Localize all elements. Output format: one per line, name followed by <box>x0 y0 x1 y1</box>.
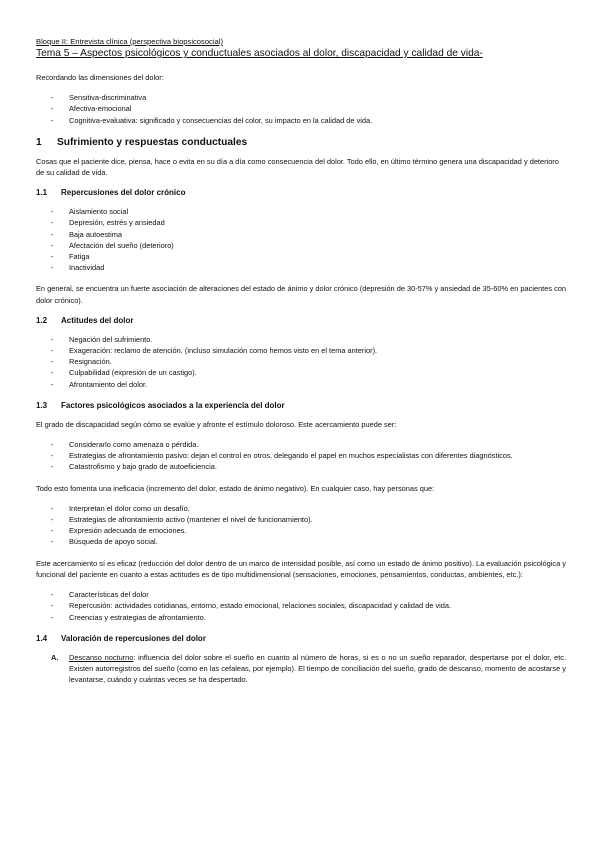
list-item: - Depresión, estrés y ansiedad <box>36 217 566 228</box>
list-item: - Baja autoestima <box>36 229 566 240</box>
list-item: - Creencias y estrategias de afrontamiento. <box>36 612 566 623</box>
intro-text: Recordando las dimensiones del dolor: <box>36 73 164 82</box>
section-number: 1 <box>36 136 42 148</box>
evaluation-list <box>36 589 566 623</box>
list-item: - Sensitiva-discriminativa <box>36 92 566 103</box>
list-item: - Repercusión: actividades cotidianas, entorno, estado emocional, relaciones sociales, discapacidad y calidad de vida. <box>36 600 566 611</box>
attitudes-list <box>36 334 566 390</box>
section-number: 1.2 <box>36 315 48 325</box>
section-1-2-heading <box>36 315 566 327</box>
section-title: Valoración de repercusiones del dolor <box>61 633 206 643</box>
section-1-3-paragraph-2: Todo esto fomenta una ineficacia (incremento del dolor, estado de ánimo negativo). En cualquier caso, hay personas que: <box>36 483 435 493</box>
section-1-1-heading <box>36 187 566 199</box>
section-1-paragraph: Cosas que el paciente dice, piensa, hace o evita en su día a día como consecuencia del dolor. Todo ello, en último término genera una discapacidad y deterioro de su calidad de vida. <box>36 156 559 178</box>
people-list <box>36 503 566 548</box>
section-number: 1.4 <box>36 633 48 643</box>
item-text: : influencia del dolor sobre el sueño en cuanto al número de horas, si es o no un sueño reparador, despertarse por el dolor, etc. Existen autorregistros del sueño (como en las cefaleas, por ejemplo). El tiempo de conciliación del sueño, grado de descanso, momento de acostarse y levantarse, cuándo y cuántas veces se ha despertado. <box>69 652 566 685</box>
section-1-3-heading <box>36 400 566 412</box>
list-item: - Catastrofismo y bajo grado de autoeficiencia. <box>36 461 566 472</box>
section-1-4-heading <box>36 633 566 645</box>
list-item: - Aislamiento social <box>36 206 566 217</box>
list-item: - Culpabilidad (expresión de un castigo). <box>36 367 566 378</box>
repercussions-list <box>36 206 566 273</box>
list-item: - Estrategias de afrontamiento activo (mantener el nivel de funcionamiento). <box>36 514 566 525</box>
section-1-heading <box>36 136 566 149</box>
section-number: 1.1 <box>36 188 48 198</box>
section-1-3-paragraph-3: Este acercamiento sí es eficaz (reducción del dolor dentro de un marco de intensidad posible, así como un estado de ánimo positivo). La evaluación psicológica y funcional del paciente en cuanto a estas actitudes es de tipo multidimensional (sensaciones, emociones, pensamientos, conductas, ambientes, etc.): <box>36 558 566 579</box>
item-term: Descanso nocturno <box>69 652 134 662</box>
section-title: Sufrimiento y respuestas conductuales <box>57 136 248 148</box>
section-title: Actitudes del dolor <box>61 315 134 325</box>
list-item: - Búsqueda de apoyo social. <box>36 536 566 547</box>
list-item: - Afectiva-emocional <box>36 103 566 114</box>
list-item: - Inactividad <box>36 262 566 273</box>
list-item: - Afectación del sueño (deterioro) <box>36 240 566 251</box>
page-title: Tema 5 – Aspectos psicológicos y conductuales asociados al dolor, discapacidad y calidad de vida- <box>36 48 483 59</box>
block-heading: Bloque II: Entrevista clínica (perspectiva biopsicosocial) <box>36 37 223 46</box>
list-item: - Negación del sufrimiento. <box>36 334 566 345</box>
dimensions-list <box>36 92 566 126</box>
section-title: Factores psicológicos asociados a la experiencia del dolor <box>61 400 285 410</box>
list-item: - Considerarlo como amenaza o pérdida. <box>36 439 566 450</box>
list-item <box>36 652 566 686</box>
list-item: - Resignación. <box>36 356 566 367</box>
list-item: - Fatiga <box>36 251 566 262</box>
item-marker: A. <box>51 652 59 662</box>
list-item: - Exageración: reclamo de atención. (incluso simulación como hemos visto en el tema anterior). <box>36 345 566 356</box>
document-page <box>36 36 566 685</box>
list-item: - Expresión adecuada de emociones. <box>36 525 566 536</box>
section-1-1-paragraph: En general, se encuentra un fuerte asociación de alteraciones del estado de ánimo y dolor crónico (depresión de 30-57% y ansiedad de 35-60% en pacientes con dolor crónico). <box>36 284 567 305</box>
section-1-3-paragraph-1: El grado de discapacidad según cómo se evalúe y afronte el estímulo doloroso. Este acercamiento puede ser: <box>36 419 397 429</box>
section-number: 1.3 <box>36 400 48 410</box>
approach-list <box>36 439 566 473</box>
section-title: Repercusiones del dolor crónico <box>61 188 186 198</box>
assessment-list <box>36 652 566 686</box>
list-item: - Estrategias de afrontamiento pasivo: dejan el control en otros, delegando el papel en muchos especialistas con diferentes diagnósticos. <box>36 450 566 461</box>
list-item: - Afrontamiento del dolor. <box>36 379 566 390</box>
list-item: - Interpretan el dolor como un desafío. <box>36 503 566 514</box>
list-item: - Cognitiva-evaluativa: significado y consecuencias del color, su impacto en la calidad de vida. <box>36 115 566 126</box>
list-item: - Características del dolor <box>36 589 566 600</box>
